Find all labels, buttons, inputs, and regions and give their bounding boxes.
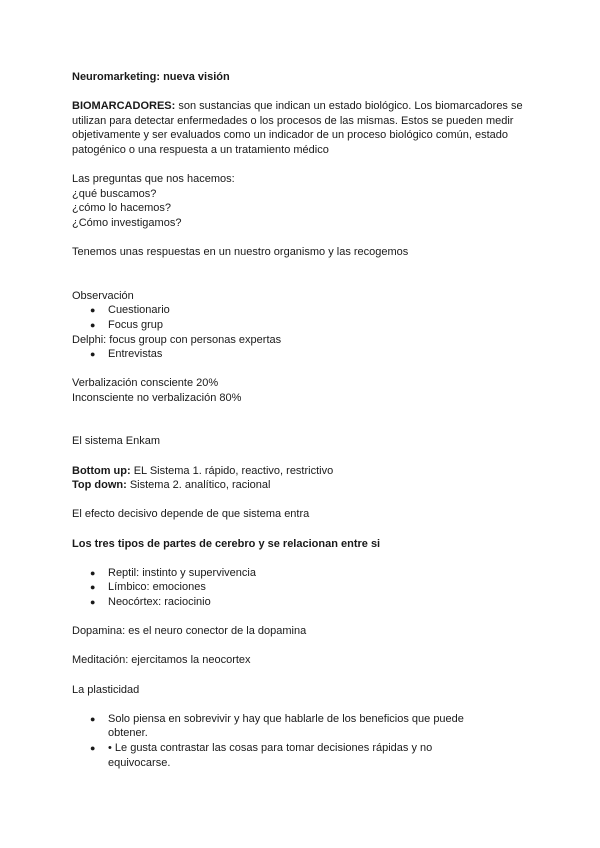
list-item [72, 303, 542, 318]
verbalizacion-consciente: Verbalización consciente 20% [72, 377, 219, 390]
top-down-line [72, 478, 542, 493]
top-down-text: Sistema 2. analítico, racional [126, 479, 271, 492]
bullet-icon: ● [90, 713, 96, 724]
plasticidad-list [72, 712, 542, 770]
verbalizacion-inconsciente: Inconsciente no verbalización 80% [72, 391, 242, 404]
list-item [72, 347, 542, 362]
dopamina-line: Dopamina: es el neuro conector de la dopamina [72, 625, 307, 638]
list-item-text: Reptil: instinto y supervivencia [108, 566, 256, 579]
cerebro-list [72, 566, 542, 610]
meditacion-line: Meditación: ejercitamos la neocortex [72, 654, 251, 667]
respuestas-line: Tenemos unas respuestas en un nuestro organismo y las recogemos [72, 246, 409, 259]
list-item [72, 566, 542, 581]
bullet-icon: ● [90, 319, 96, 330]
biomarcadores-label: BIOMARCADORES: [72, 100, 176, 113]
bullet-icon: ● [90, 567, 96, 578]
list-item [72, 318, 542, 333]
efecto-line: El efecto decisivo depende de que sistema entra [72, 508, 310, 521]
bullet-icon: ● [90, 582, 96, 593]
pregunta-line: ¿Cómo investigamos? [72, 216, 182, 229]
list-item [72, 595, 542, 610]
delphi-label: Delphi: focus group con personas expertas [72, 333, 282, 346]
list-item-text: • Le gusta contrastar las cosas para tomar decisiones rápidas y no equivocarse. [108, 741, 433, 769]
bullet-icon: ● [90, 305, 96, 316]
top-down-label: Top down: [72, 479, 127, 492]
bottom-up-text: EL Sistema 1. rápido, reactivo, restrictivo [130, 464, 334, 477]
list-item-text: Límbico: emociones [108, 581, 206, 594]
preguntas-intro: Las preguntas que nos hacemos: [72, 173, 235, 186]
bullet-icon: ● [90, 742, 96, 753]
bottom-up-label: Bottom up: [72, 464, 131, 477]
cerebro-heading-text: Los tres tipos de partes de cerebro y se relacionan entre si [72, 537, 381, 550]
plasticidad-label: La plasticidad [72, 683, 140, 696]
observacion-label: Observación [72, 289, 134, 302]
list-item-text: Entrevistas [108, 348, 163, 361]
pregunta-line: ¿qué buscamos? [72, 187, 157, 200]
biomarcadores-text: son sustancias que indican un estado biológico. Los biomarcadores se utilizan para detectar enfermedades o los procesos de las mismas. Estos se pueden medir objetivamente y ser evaluados como un indicador de un proceso biológico común, estado patogénico o una respuesta a un tratamiento médico [72, 100, 523, 156]
bottom-up-line [72, 464, 542, 479]
list-item [72, 580, 542, 595]
list-item-text: Focus grup [108, 318, 164, 331]
list-item-text: Neocórtex: raciocinio [108, 596, 211, 608]
observacion-list [72, 303, 542, 332]
cerebro-heading [72, 537, 542, 552]
list-item [72, 741, 468, 770]
list-item-text: Solo piensa en sobrevivir y hay que hablarle de los beneficios que puede obtener. [108, 712, 464, 740]
biomarcadores-paragraph [72, 99, 542, 157]
document-title: Neuromarketing: nueva visión [72, 71, 230, 83]
delphi-list [72, 347, 542, 362]
list-item-text: Cuestionario [108, 304, 170, 317]
pregunta-line: ¿cómo lo hacemos? [72, 202, 172, 215]
sistema-heading: El sistema Enkam [72, 435, 161, 448]
bullet-icon: ● [90, 597, 96, 607]
list-item [72, 712, 468, 741]
bullet-icon: ● [90, 349, 96, 360]
document-page [72, 70, 542, 770]
